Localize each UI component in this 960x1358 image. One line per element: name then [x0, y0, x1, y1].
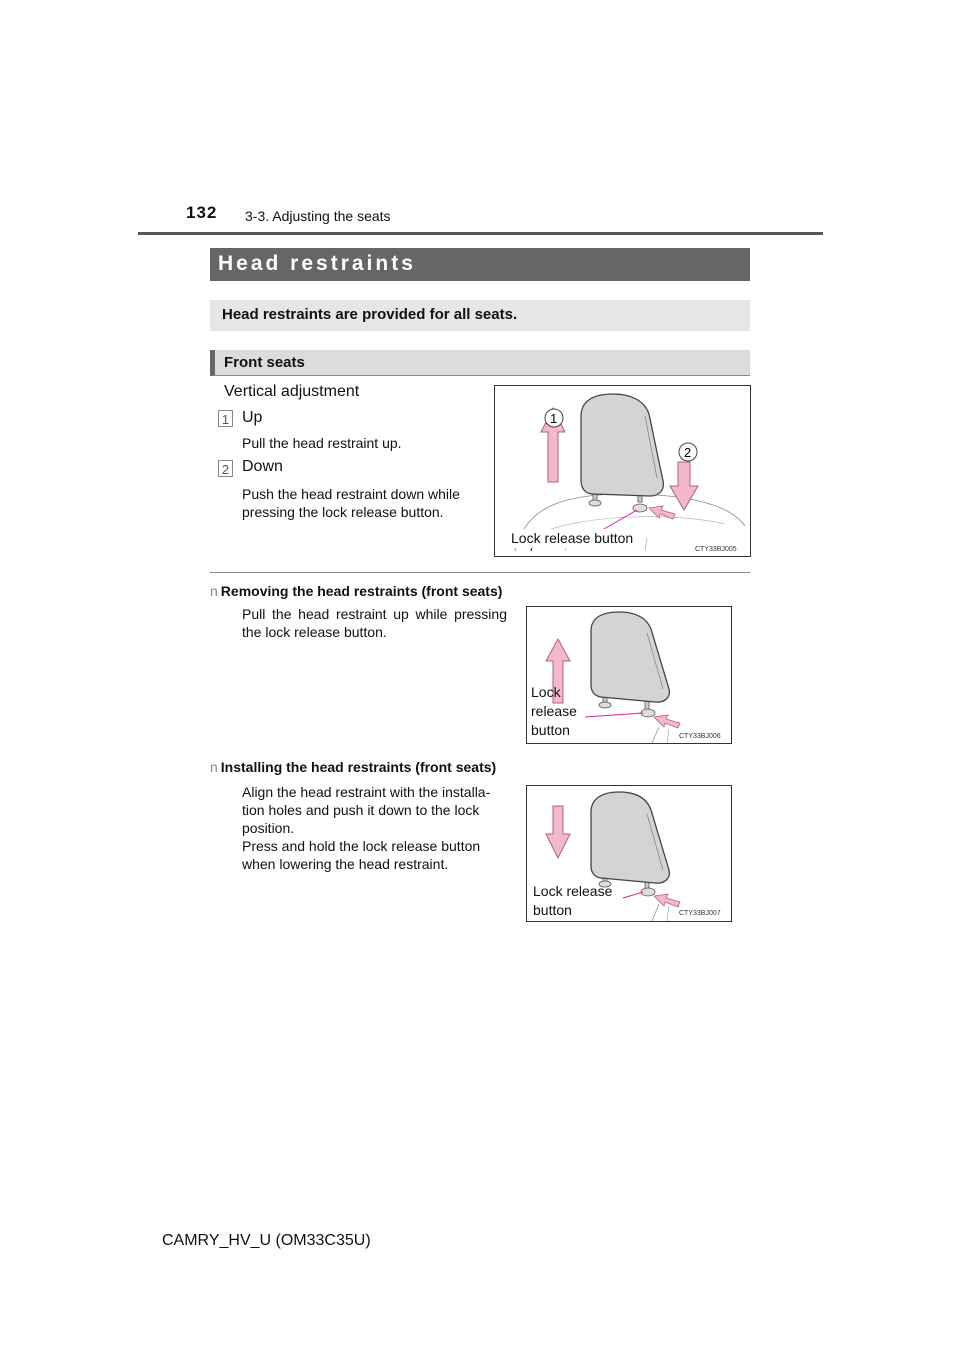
leader-line-2	[585, 713, 643, 717]
removing-text: Pull the head restraint up while pressing the lock release button.	[242, 606, 507, 640]
footer-model-code: CAMRY_HV_U (OM33C35U)	[162, 1232, 371, 1249]
installing-heading-text: Installing the head restraints (front seats)	[220, 759, 497, 775]
running-head: 3-3. Adjusting the seats	[245, 208, 391, 224]
figure-code-2: CTY33BJ006	[679, 733, 721, 740]
step-2-desc: Push the head restraint down while pressing the lock release button.	[242, 486, 460, 520]
removing-heading	[210, 583, 502, 599]
front-seats-heading: Front seats	[224, 354, 305, 371]
bullet-marker: n	[210, 759, 218, 775]
bullet-marker: n	[210, 583, 218, 599]
page-title: Head restraints	[218, 252, 416, 275]
installing-heading	[210, 759, 496, 775]
marker-1-text: 1	[550, 411, 558, 426]
removing-heading-text: Removing the head restraints (front seats)	[220, 583, 503, 599]
step-1-number: 1	[218, 410, 233, 427]
page-number: 132	[186, 203, 218, 222]
leader-line-3	[623, 892, 643, 898]
step-2-number: 2	[218, 460, 233, 477]
front-seats-heading-bar	[210, 350, 750, 376]
step-2-label: Down	[242, 458, 283, 475]
installing-text: Align the head restraint with the installa- tion holes and push it down to the lock position. Press and hold the lock release button when lowering the head restraint.	[242, 784, 491, 872]
lock-release-callout-3: Lock release button	[533, 883, 613, 918]
figure-code-3: CTY33BJ007	[679, 910, 721, 917]
figure-removing	[526, 606, 732, 744]
step-1-label: Up	[242, 409, 263, 426]
figure-code-1: CTY33BJ005	[695, 546, 737, 553]
lock-release-callout-1: Lock release button	[511, 530, 634, 546]
section-divider	[210, 572, 750, 573]
vertical-adjustment-label: Vertical adjustment	[224, 383, 360, 400]
marker-2-text: 2	[684, 445, 692, 460]
section-title-bar	[210, 248, 750, 281]
lock-release-callout-2: Lock release button	[531, 684, 577, 738]
intro-bar	[210, 300, 750, 331]
figure-vertical-adjustment	[494, 385, 751, 557]
header-rule	[138, 232, 823, 235]
step-1-desc: Pull the head restraint up.	[242, 435, 402, 451]
intro-text: Head restraints are provided for all seats.	[222, 306, 518, 323]
figure-installing	[526, 785, 732, 922]
